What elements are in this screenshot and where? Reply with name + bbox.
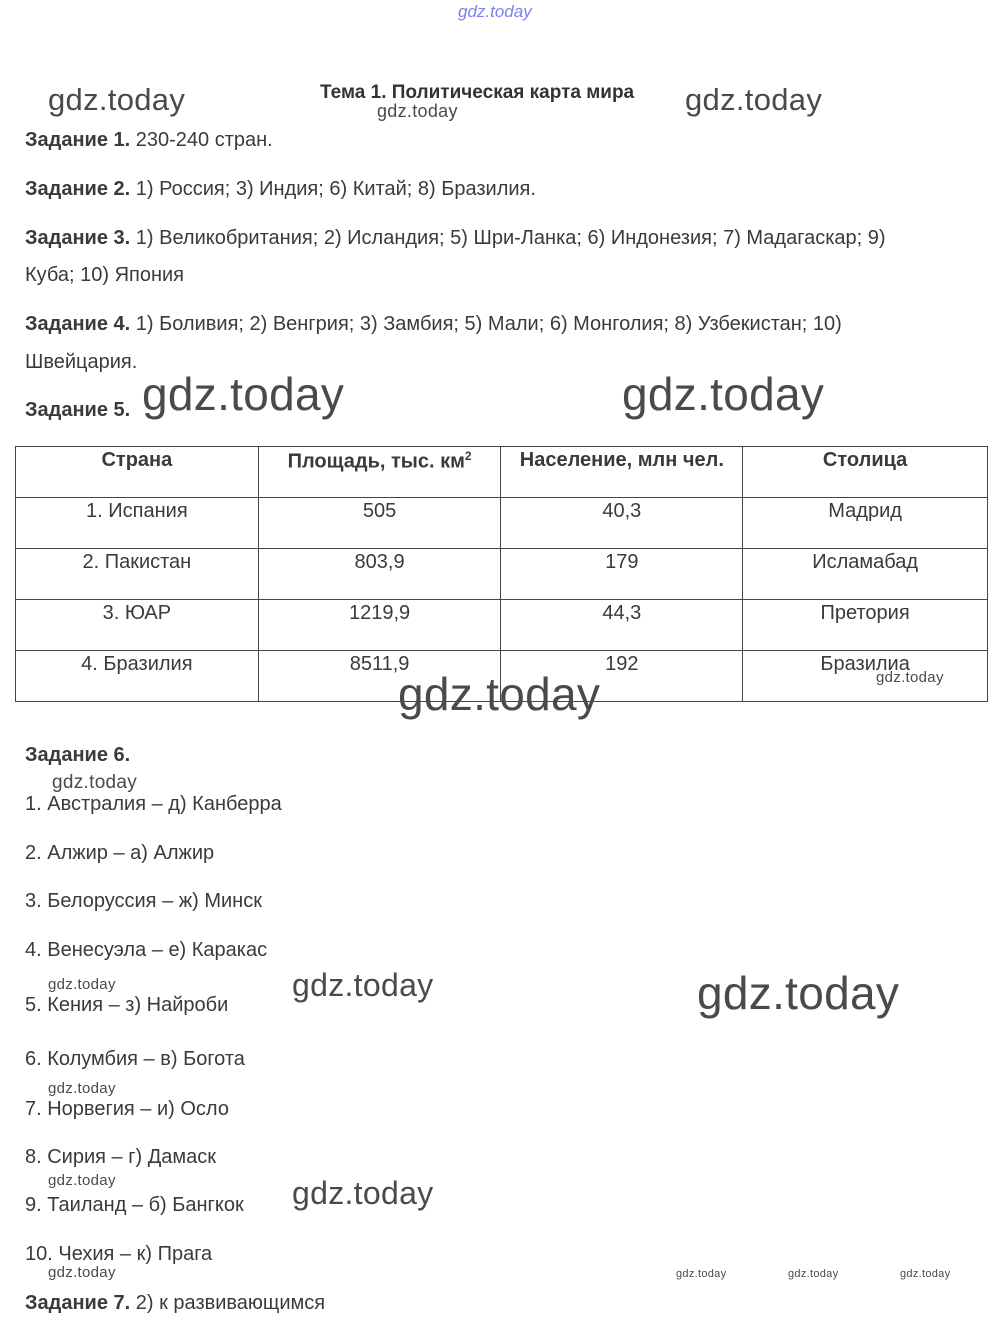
cell-country: 4. Бразилия (16, 651, 259, 702)
watermark: gdz.today (48, 1172, 116, 1189)
watermark: gdz.today (788, 1268, 839, 1280)
list-item: 10. Чехия – к) Прага (25, 1243, 213, 1265)
table-row (16, 498, 988, 549)
task-1 (25, 129, 273, 152)
watermark: gdz.today (398, 668, 601, 720)
list-item: 6. Колумбия – в) Богота (25, 1048, 245, 1070)
header-area: Площадь, тыс. $км^2$ (258, 447, 501, 498)
list-item: 2. Алжир – а) Алжир (25, 842, 215, 864)
page-title: Тема 1. Политическая карта мира (320, 82, 635, 103)
task-answer: 230-240 стран. (130, 129, 273, 151)
cell-area: 8511,9 (258, 651, 501, 702)
list-item: 4. Венесуэла – е) Каракас (25, 939, 268, 961)
header-country: Страна (16, 447, 259, 498)
task-3 (25, 227, 886, 250)
cell-country: 2. Пакистан (16, 549, 259, 600)
task-label: Задание 1. (25, 129, 131, 151)
watermark: gdz.today (52, 772, 138, 793)
cell-capital: Бразилиа (743, 651, 988, 702)
table-row (16, 549, 988, 600)
task-label: Задание 3. (25, 227, 131, 249)
task-answer: 2) к развивающимся (130, 1292, 326, 1314)
task-5-label: Задание 5. (25, 399, 131, 421)
list-item: 8. Сирия – г) Дамаск (25, 1146, 217, 1168)
task-label: Задание 7. (25, 1292, 131, 1314)
watermark: gdz.today (292, 1175, 434, 1211)
task-label: Задание 2. (25, 178, 131, 200)
task-7 (25, 1292, 325, 1315)
watermark: gdz.today (377, 101, 458, 121)
cell-capital: Исламабад (743, 549, 988, 600)
watermark: gdz.today (676, 1268, 727, 1280)
watermark: gdz.today (685, 82, 823, 117)
task-4 (25, 313, 842, 336)
watermark: gdz.today (292, 967, 434, 1003)
watermark: gdz.today (48, 976, 116, 993)
list-item: 7. Норвегия – и) Осло (25, 1098, 229, 1120)
table-header-row (16, 447, 988, 498)
watermark: gdz.today (900, 1268, 951, 1280)
task-2 (25, 178, 536, 201)
task-answer: 1) Россия; 3) Индия; 6) Китай; 8) Бразилия. (130, 178, 536, 200)
cell-population: 44,3 (501, 600, 743, 651)
header-population: Население, млн чел. (501, 447, 743, 498)
watermark: gdz.today (48, 1264, 116, 1281)
watermark: gdz.today (48, 82, 186, 117)
task-answer: 1) Великобритания; 2) Исландия; 5) Шри-Ланка; 6) Индонезия; 7) Мадагаскар; 9) (130, 227, 886, 249)
watermark: gdz.today (622, 368, 825, 420)
countries-table (15, 446, 988, 702)
watermark: gdz.today (48, 1080, 116, 1097)
cell-capital: Претория (743, 600, 988, 651)
watermark-top: gdz.today (458, 2, 532, 21)
list-item: 3. Белоруссия – ж) Минск (25, 890, 262, 912)
list-item: 9. Таиланд – б) Бангкок (25, 1194, 244, 1216)
cell-area: 1219,9 (258, 600, 501, 651)
table-row (16, 600, 988, 651)
cell-country: 1. Испания (16, 498, 259, 549)
cell-population: 40,3 (501, 498, 743, 549)
cell-population: 192 (501, 651, 743, 702)
cell-area: 803,9 (258, 549, 501, 600)
watermark: gdz.today (142, 368, 345, 420)
list-item: 5. Кения – з) Найроби (25, 994, 229, 1016)
watermark: gdz.today (697, 967, 900, 1019)
task-6-label: Задание 6. (25, 744, 131, 766)
header-capital: Столица (743, 447, 988, 498)
cell-capital: Мадрид (743, 498, 988, 549)
task-answer: 1) Боливия; 2) Венгрия; 3) Замбия; 5) Мали; 6) Монголия; 8) Узбекистан; 10) (130, 313, 842, 335)
watermark: gdz.today (876, 669, 944, 686)
list-item: 1. Австралия – д) Канберра (25, 793, 282, 815)
cell-area: 505 (258, 498, 501, 549)
cell-country: 3. ЮАР (16, 600, 259, 651)
task-3-continued: Куба; 10) Япония (25, 264, 185, 286)
task-label: Задание 4. (25, 313, 131, 335)
cell-population: 179 (501, 549, 743, 600)
task-4-continued: Швейцария. (25, 351, 138, 373)
